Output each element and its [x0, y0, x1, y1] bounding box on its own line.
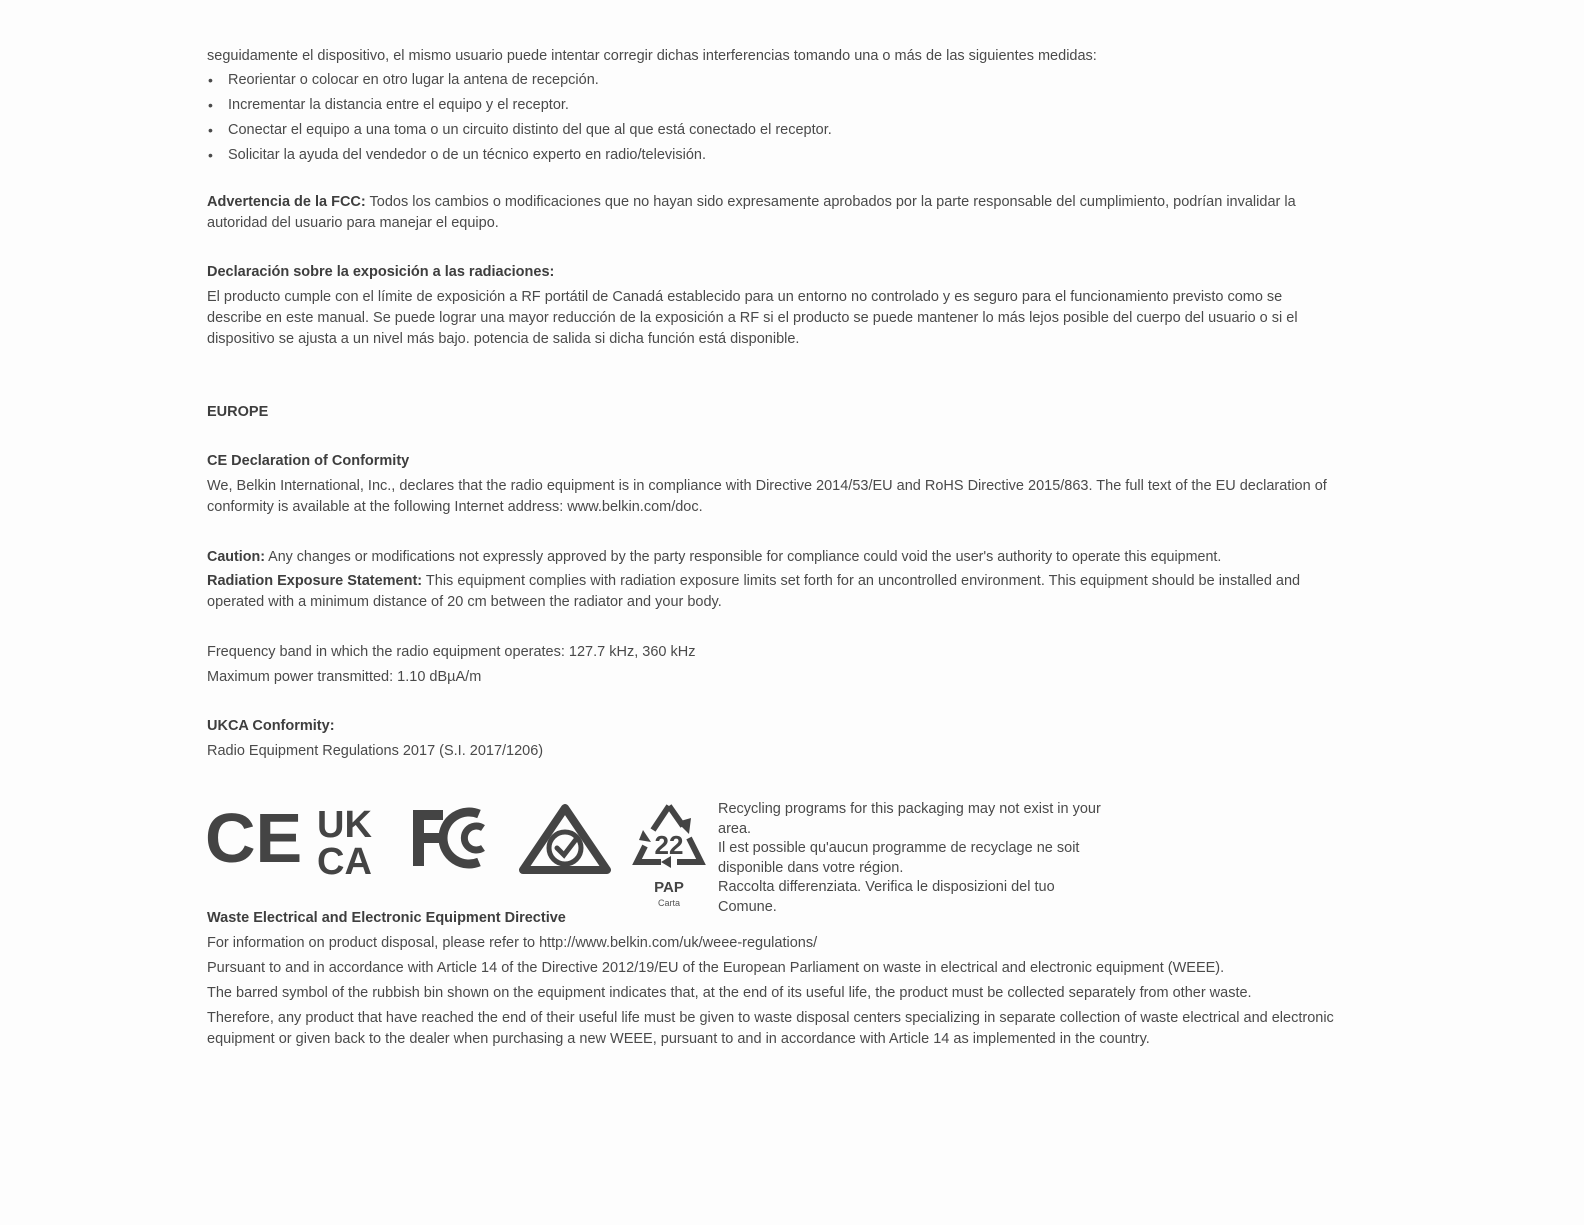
- fcc-bullet-list: [207, 70, 1337, 166]
- caution-label: Caution:: [207, 549, 265, 565]
- ukca-heading: UKCA Conformity:: [207, 718, 335, 734]
- list-item-text: Conectar el equipo a una toma o un circuito distinto del que al que está conectado el receptor.: [228, 122, 832, 138]
- weee-section: [207, 908, 1337, 1050]
- ukca-mark-ca-text: CA: [317, 841, 372, 876]
- list-item-text: Incrementar la distancia entre el equipo y el receptor.: [228, 97, 569, 113]
- ukca-section: [207, 716, 1337, 762]
- pap-recycling-icon: [631, 800, 707, 912]
- fcc-warning-text: Todos los cambios o modificaciones que no hayan sido expresamente aprobados por la parte responsable del cumplimiento, podrían invalidar la autoridad del usuario para manejar el equipo.: [207, 194, 1296, 231]
- bullet-icon: •: [208, 72, 213, 88]
- radiation-en-label: Radiation Exposure Statement:: [207, 573, 423, 589]
- caution-block: [207, 547, 1337, 568]
- frequency-band: Frequency band in which the radio equipment operates: 127.7 kHz, 360 kHz: [207, 644, 696, 660]
- list-item: [207, 120, 1337, 141]
- fcc-mark-icon: [409, 806, 501, 870]
- bullet-icon: •: [208, 97, 213, 113]
- bullet-icon: •: [208, 147, 213, 163]
- weee-paragraph: The barred symbol of the rubbish bin shown on the equipment indicates that, at the end of its useful life, the product must be collected separately from other waste.: [207, 985, 1252, 1001]
- radiation-es-heading: Declaración sobre la exposición a las radiaciones:: [207, 264, 555, 280]
- ce-declaration-section: [207, 451, 1337, 518]
- max-power: Maximum power transmitted: 1.10 dBµA/m: [207, 669, 482, 685]
- ukca-text: Radio Equipment Regulations 2017 (S.I. 2017/1206): [207, 743, 544, 759]
- ukca-mark-icon: [317, 804, 393, 876]
- recycling-notice: [718, 800, 1108, 917]
- list-item: [207, 70, 1337, 91]
- ukca-mark-uk-text: UK: [317, 804, 372, 846]
- europe-heading: EUROPE: [207, 404, 269, 420]
- weee-paragraph: Pursuant to and in accordance with Article 14 of the Directive 2012/19/EU of the European Parliament on waste in electrical and electronic equipment (WEEE).: [207, 960, 1225, 976]
- list-item-text: Solicitar la ayuda del vendedor o de un técnico experto en radio/televisión.: [228, 147, 706, 163]
- frequency-block: [207, 642, 1337, 688]
- weee-heading: Waste Electrical and Electronic Equipment Directive: [207, 910, 566, 926]
- list-item-text: Reorientar o colocar en otro lugar la antena de recepción.: [228, 72, 599, 88]
- radiation-en-text: This equipment complies with radiation exposure limits set forth for an uncontrolled environment. This equipment should be installed and operated with a minimum distance of 20 cm between the radiator and your body.: [207, 573, 1301, 610]
- fcc-intro: seguidamente el dispositivo, el mismo usuario puede intentar corregir dichas interferencias tomando una o más de las siguientes medidas:: [207, 48, 1097, 64]
- pap-number: 22: [654, 830, 684, 860]
- caution-text: Any changes or modifications not expressly approved by the party responsible for compliance could void the user's authority to operate this equipment.: [264, 549, 1222, 565]
- fcc-warning: [207, 192, 1337, 234]
- radiation-es-section: [207, 262, 1337, 350]
- ce-declaration-heading: CE Declaration of Conformity: [207, 453, 410, 469]
- weee-paragraph: Therefore, any product that have reached the end of their useful life must be given to waste disposal centers specializing in separate collection of waste electrical and electronic equipment or given back to the dealer when purchasing a new WEEE, pursuant to and in accordance with Article 14 as implemented in the country.: [207, 1010, 1334, 1047]
- weee-paragraph: For information on product disposal, please refer to http://www.belkin.com/uk/weee-regulations/: [207, 935, 818, 951]
- europe-heading-block: [207, 402, 1337, 423]
- list-item: [207, 145, 1337, 166]
- fcc-section: [207, 46, 1337, 170]
- rcm-mark-icon: [519, 804, 611, 874]
- bullet-icon: •: [208, 122, 213, 138]
- recycling-en: Recycling programs for this packaging may not exist in your area.: [718, 801, 1101, 837]
- radiation-en-block: [207, 571, 1337, 613]
- ce-mark-text: CE: [205, 806, 303, 870]
- ce-mark-icon: [205, 806, 303, 870]
- radiation-es-text: El producto cumple con el límite de exposición a RF portátil de Canadá establecido para un entorno no controlado y es seguro para el funcionamiento previsto como se describe en este manual. Se puede lograr una mayor reducción de la exposición a RF si el producto se puede mantener lo más lejos posible del cuerpo del usuario o si el dispositivo se ajusta a un nivel más bajo. potencia de salida si dicha función está disponible.: [207, 289, 1298, 347]
- ce-declaration-text: We, Belkin International, Inc., declares that the radio equipment is in compliance with Directive 2014/53/EU and RoHS Directive 2015/863. The full text of the EU declaration of conformity is available at the following Internet address: www.belkin.com/doc.: [207, 478, 1327, 515]
- fcc-warning-label: Advertencia de la FCC:: [207, 194, 366, 210]
- recycling-fr: Il est possible qu'aucun programme de recyclage ne soit disponible dans votre région.: [718, 840, 1080, 876]
- pap-sublabel: Carta: [657, 898, 681, 908]
- certification-logos: [205, 800, 725, 908]
- recycling-it: Raccolta differenziata. Verifica le disposizioni del tuo Comune.: [718, 879, 1055, 915]
- list-item: [207, 95, 1337, 116]
- pap-label: PAP: [654, 879, 684, 896]
